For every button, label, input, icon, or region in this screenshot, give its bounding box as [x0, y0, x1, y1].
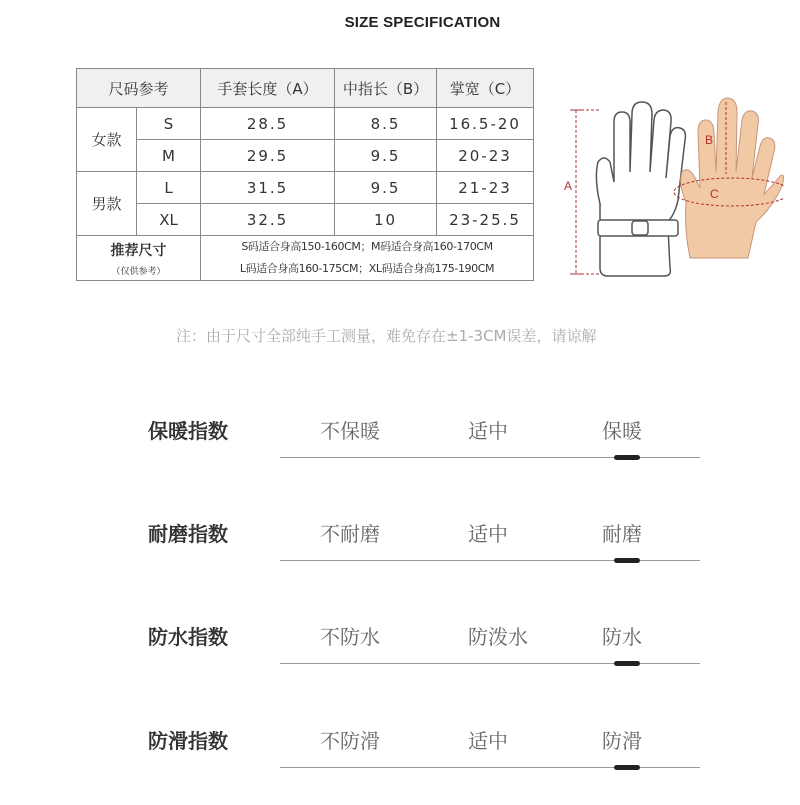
group-men: 男款 [77, 172, 137, 236]
finger-cell: 9.5 [335, 172, 437, 204]
glove-hand-illustration [560, 92, 785, 282]
size-table [76, 68, 534, 281]
index-option-low: 不耐磨 [320, 522, 380, 546]
recommend-text-cell [201, 236, 534, 281]
recommend-sublabel: （仅供参考） [111, 266, 166, 277]
recommend-line-1: S码适合身高150-160CM；M码适合身高160-170CM [241, 240, 493, 253]
palm-cell: 23-25.5 [437, 204, 534, 236]
palm-cell: 21-23 [437, 172, 534, 204]
index-option-low: 不防水 [320, 625, 380, 649]
size-cell: L [137, 172, 201, 204]
size-cell: M [137, 140, 201, 172]
index-label: 防滑指数 [148, 729, 228, 753]
finger-cell: 10 [335, 204, 437, 236]
recommend-line-2: L码适合身高160-175CM；XL码适合身高175-190CM [239, 262, 495, 275]
label-b: B [705, 133, 714, 147]
group-women: 女款 [77, 108, 137, 172]
length-cell: 29.5 [201, 140, 335, 172]
header-length: 手套长度（A） [201, 69, 335, 108]
index-option-mid: 适中 [468, 522, 508, 546]
length-cell: 32.5 [201, 204, 335, 236]
index-level-marker [614, 765, 640, 770]
recommend-label: 推荐尺寸 [110, 242, 167, 259]
palm-cell: 20-23 [437, 140, 534, 172]
index-option-mid: 防泼水 [468, 625, 528, 649]
label-a: A [564, 179, 573, 193]
finger-cell: 9.5 [335, 140, 437, 172]
index-label: 保暖指数 [148, 419, 228, 443]
index-option-high: 保暖 [602, 419, 642, 443]
index-option-low: 不防滑 [320, 729, 380, 753]
index-row-warmth [0, 415, 800, 495]
size-cell: XL [137, 204, 201, 236]
palm-cell: 16.5-20 [437, 108, 534, 140]
index-option-low: 不保暖 [320, 419, 380, 443]
table-row [77, 140, 534, 172]
page-title: SIZE SPECIFICATION [344, 14, 501, 31]
glove-icon [596, 102, 685, 276]
table-row [77, 204, 534, 236]
recommend-label-cell [77, 236, 201, 281]
label-c: C [710, 187, 719, 201]
index-label: 耐磨指数 [148, 522, 228, 546]
index-label: 防水指数 [148, 625, 228, 649]
header-finger: 中指长（B） [335, 69, 437, 108]
table-row [77, 108, 534, 140]
measurement-note: 注：由于尺寸全部纯手工测量，难免存在±1-3CM误差，请谅解 [176, 327, 597, 345]
table-row [77, 172, 534, 204]
recommend-row [77, 236, 534, 281]
header-size-ref: 尺码参考 [77, 69, 201, 108]
index-option-mid: 适中 [468, 419, 508, 443]
index-option-high: 防水 [602, 625, 642, 649]
length-cell: 28.5 [201, 108, 335, 140]
finger-cell: 8.5 [335, 108, 437, 140]
index-row-durability [0, 518, 800, 598]
size-cell: S [137, 108, 201, 140]
table-header-row [77, 69, 534, 108]
index-option-high: 防滑 [602, 729, 642, 753]
header-palm: 掌宽（C） [437, 69, 534, 108]
index-level-marker [614, 558, 640, 563]
length-cell: 31.5 [201, 172, 335, 204]
index-level-marker [614, 455, 640, 460]
index-level-marker [614, 661, 640, 666]
index-option-mid: 适中 [468, 729, 508, 753]
index-row-waterproof [0, 621, 800, 701]
index-option-high: 耐磨 [602, 522, 642, 546]
index-row-antislip [0, 725, 800, 805]
